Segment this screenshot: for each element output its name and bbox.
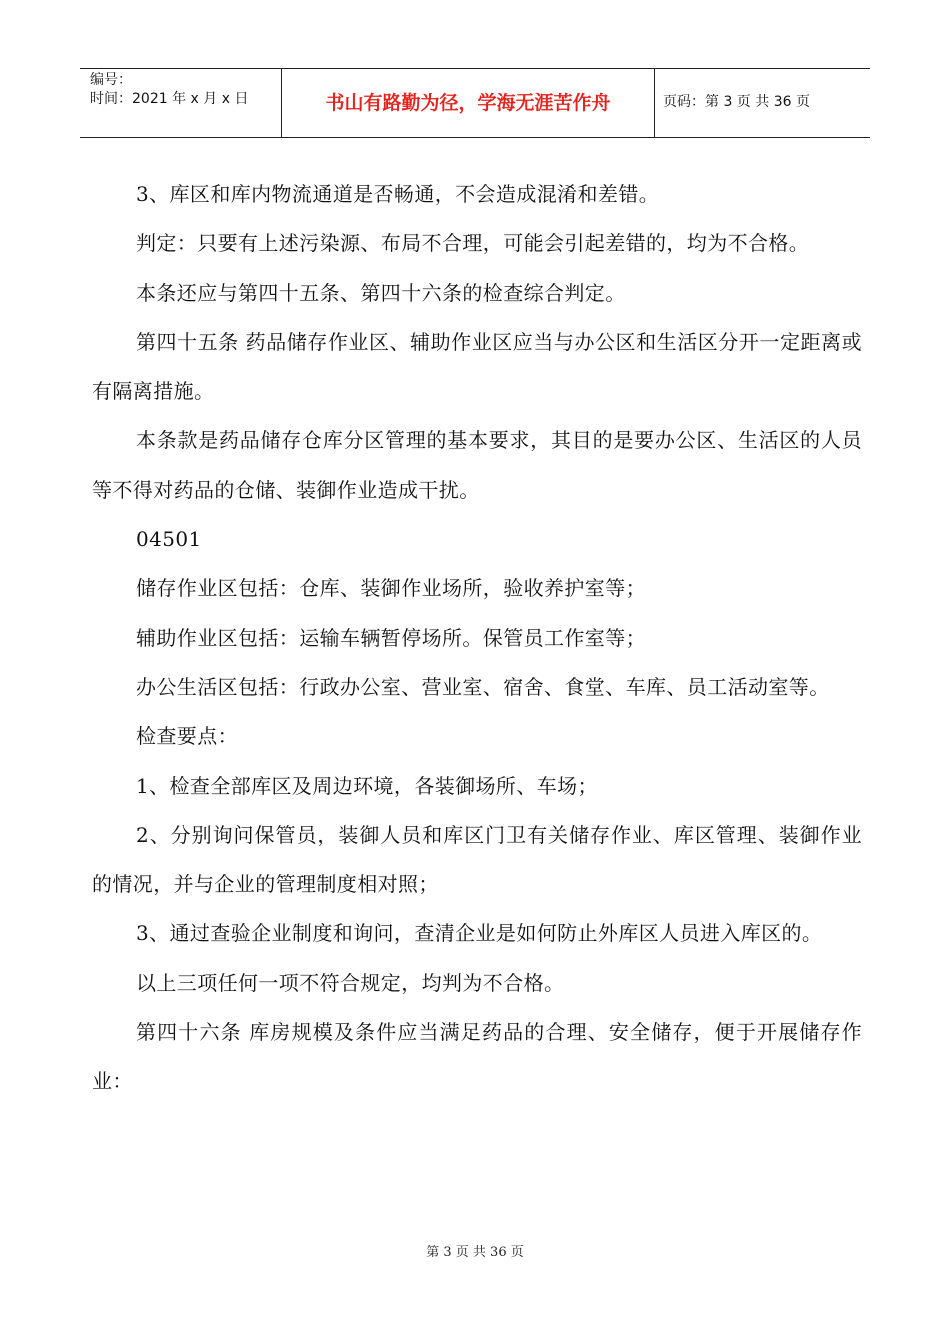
page-header [80,68,870,138]
document-time-label: 时间：2021 年 x 月 x 日 [90,91,249,107]
header-motto-cell [282,69,655,137]
paragraph: 2、分别询问保管员，装御人员和库区门卫有关储存作业、库区管理、装御作业的情况，并与企业的管理制度相对照； [92,822,862,897]
paragraph: 04501 [136,527,202,552]
paragraph: 办公生活区包括：行政办公室、营业室、宿舍、食堂、车库、员工活动室等。 [136,674,830,699]
document-number-label: 编号： [90,72,132,88]
paragraph: 储存作业区包括：仓库、装御作业场所，验收养护室等； [136,576,646,601]
header-motto: 书山有路勤为径，学海无涯苦作舟 [325,92,611,114]
header-meta-cell [80,69,282,137]
paragraph: 检查要点： [136,724,238,749]
header-page-cell [655,69,870,137]
page-footer: 第 3 页 共 36 页 [426,1245,524,1260]
paragraph: 第四十五条 药品储存作业区、辅助作业区应当与办公区和生活区分开一定距离或有隔离措施。 [92,329,862,404]
paragraph: 3、库区和库内物流通道是否畅通，不会造成混淆和差错。 [136,182,660,206]
header-page-info: 页码：第 3 页 共 36 页 [663,94,810,110]
paragraph: 第四十六条 库房规模及条件应当满足药品的合理、安全储存，便于开展储存作业： [92,1020,862,1094]
document-body [92,170,862,1107]
paragraph: 本条还应与第四十五条、第四十六条的检查综合判定。 [136,280,626,305]
paragraph: 辅助作业区包括：运输车辆暂停场所。保管员工作室等； [136,625,646,650]
paragraph: 3、通过查验企业制度和询问，查清企业是如何防止外库区人员进入库区的。 [136,921,823,946]
paragraph: 以上三项任何一项不符合规定，均判为不合格。 [136,970,565,995]
paragraph: 判定：只要有上述污染源、布局不合理，可能会引起差错的，均为不合格。 [136,231,810,256]
paragraph: 1、检查全部库区及周边环境，各装御场所、车场； [136,773,598,798]
paragraph: 本条款是药品储存仓库分区管理的基本要求，其目的是要办公区、生活区的人员等不得对药品的仓储、装御作业造成干扰。 [92,428,862,502]
